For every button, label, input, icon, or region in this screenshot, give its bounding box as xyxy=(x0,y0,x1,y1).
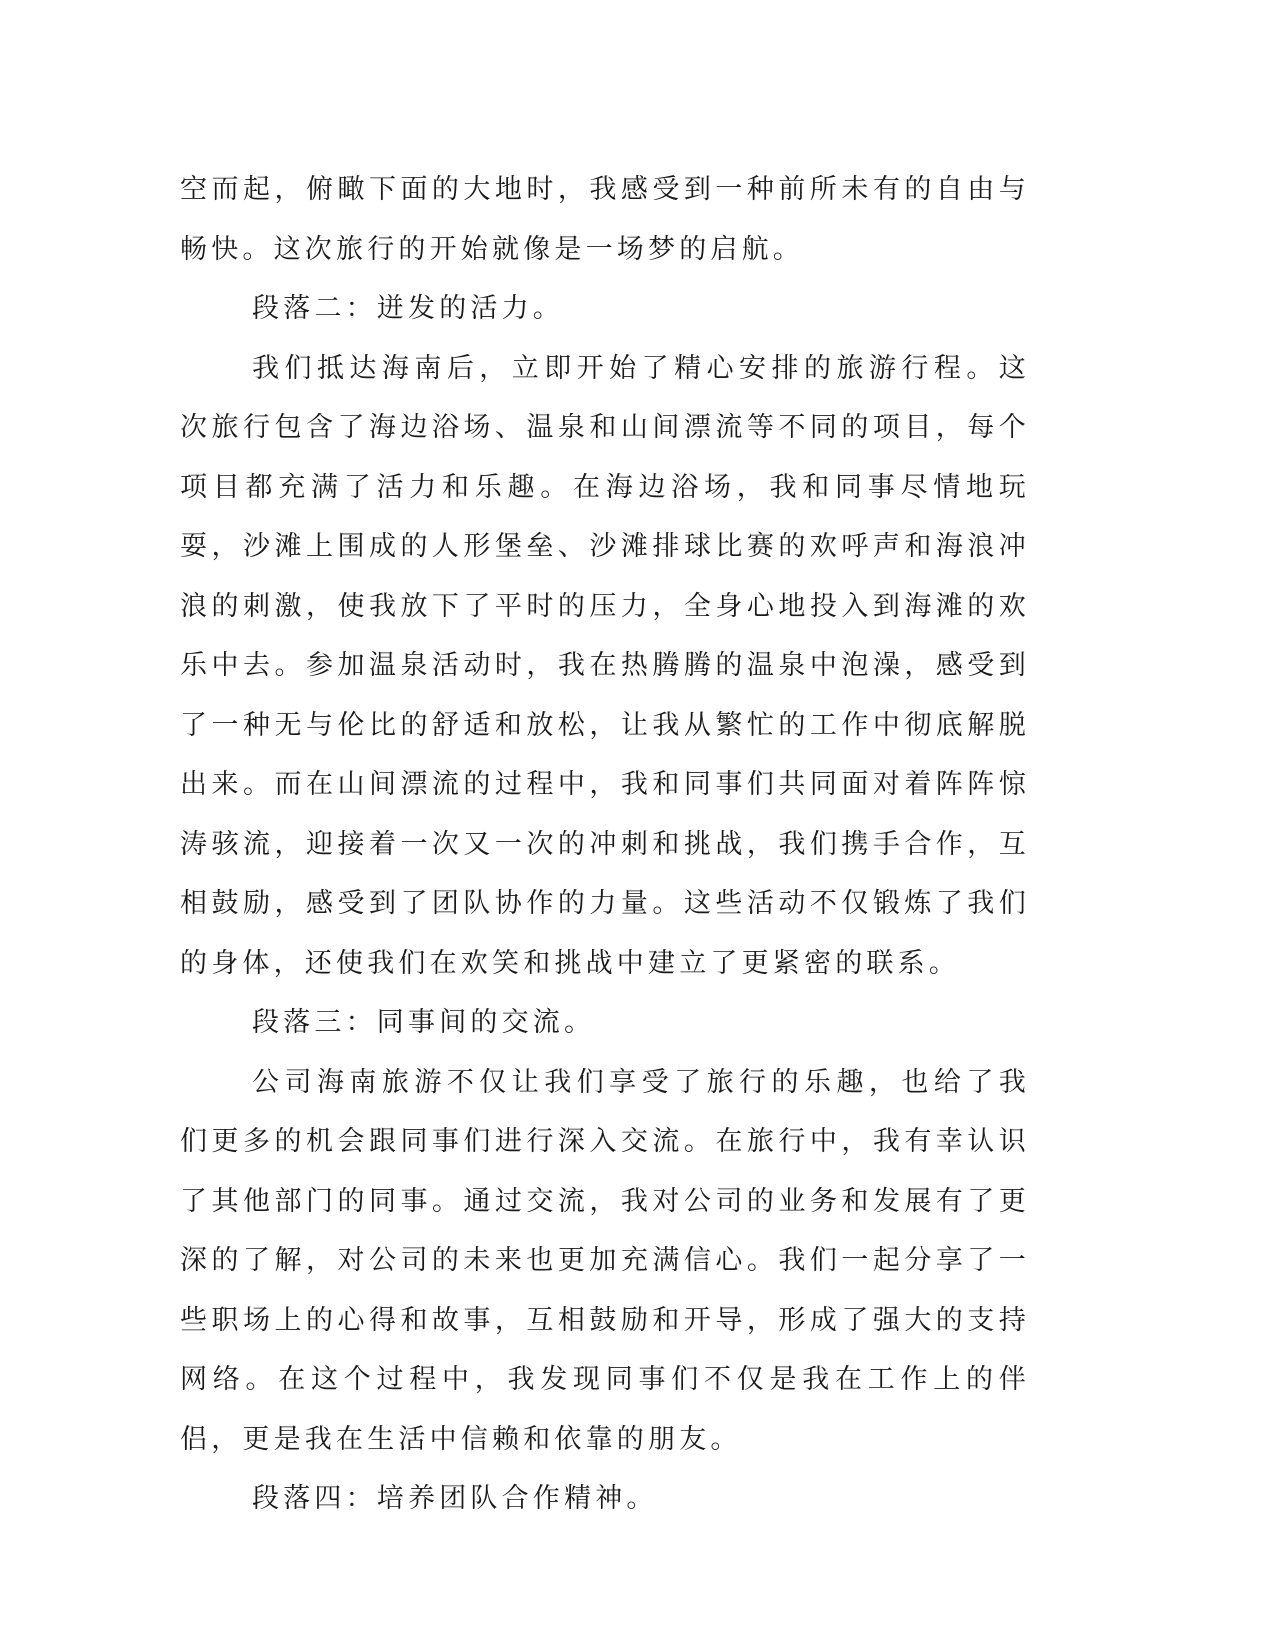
paragraph-communication: 公司海南旅游不仅让我们享受了旅行的乐趣，也给了我们更多的机会跟同事们进行深入交流。在旅行中，我有幸认识了其他部门的同事。通过交流，我对公司的业务和发展有了更深的了解，对公司的未来也更加充满信心。我们一起分享了一些职场上的心得和故事，互相鼓励和开导，形成了强大的支持网络。在这个过程中，我发现同事们不仅是我在工作上的伴侣，更是我在生活中信赖和依靠的朋友。 xyxy=(180,1066,1030,1455)
section-heading-3: 段落三：同事间的交流。 xyxy=(252,1007,596,1038)
section-heading-4: 段落四：培养团队合作精神。 xyxy=(252,1483,658,1514)
paragraph-continuation: 空而起，俯瞰下面的大地时，我感受到一种前所未有的自由与畅快。这次旅行的开始就像是一场梦的启航。 xyxy=(180,174,1030,265)
section-heading-2: 段落二：迸发的活力。 xyxy=(252,293,564,324)
document-page xyxy=(180,160,1030,1529)
paragraph-activities: 我们抵达海南后，立即开始了精心安排的旅游行程。这次旅行包含了海边浴场、温泉和山间漂流等不同的项目，每个项目都充满了活力和乐趣。在海边浴场，我和同事尽情地玩耍，沙滩上围成的人形堡垒、沙滩排球比赛的欢呼声和海浪冲浪的刺激，使我放下了平时的压力，全身心地投入到海滩的欢乐中去。参加温泉活动时，我在热腾腾的温泉中泡澡，感受到了一种无与伦比的舒适和放松，让我从繁忙的工作中彻底解脱出来。而在山间漂流的过程中，我和同事们共同面对着阵阵惊涛骇流，迎接着一次又一次的冲刺和挑战，我们携手合作，互相鼓励，感受到了团队协作的力量。这些活动不仅锻炼了我们的身体，还使我们在欢笑和挑战中建立了更紧密的联系。 xyxy=(180,352,1030,979)
